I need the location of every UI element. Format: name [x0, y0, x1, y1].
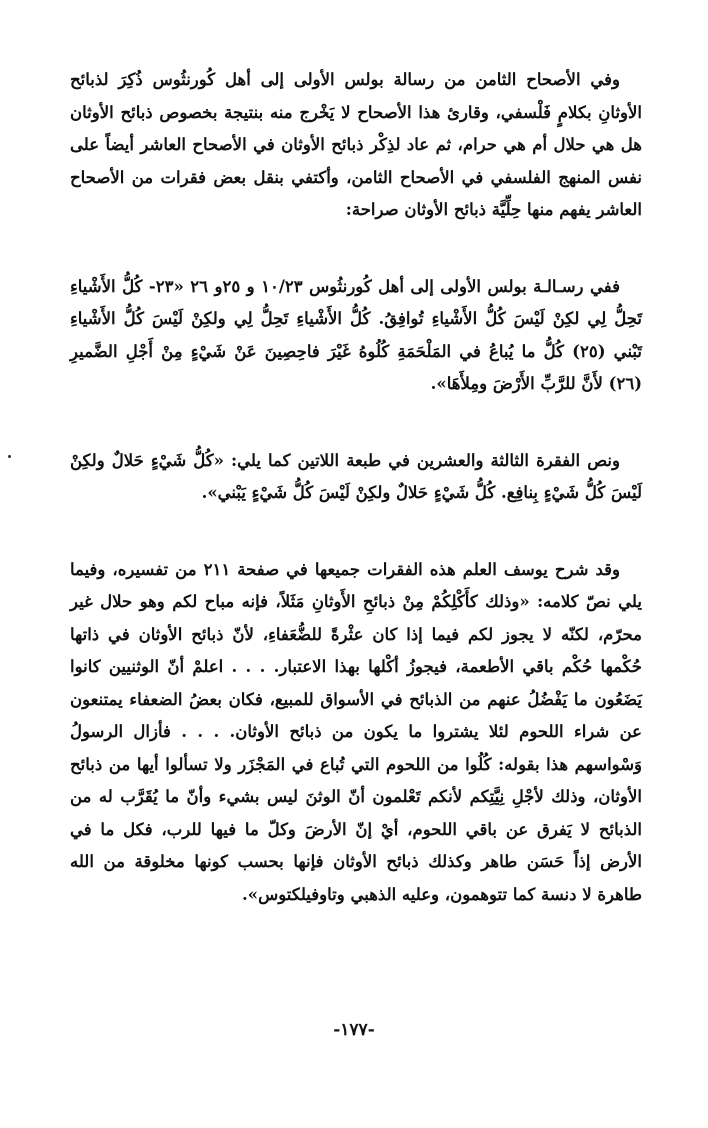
page-number: -١٧٧-	[333, 1020, 375, 1040]
paragraph-intro: وفي الأصحاح الثامن من رسالة بولس الأولى إلى أهل كُورنثُوس ذُكِرَ لذبائح الأوثانِ بكلامٍ فَلْسفي، وقارئ هذا الأصحاح لا يَخْرج منه بنتيجة بخصوص ذبائح الأوثان هل هي حلال أم هي حرام، ثم عاد لذِكْر ذبائح الأوثان في الأصحاح العاشر أيضاً على نفس المنهج الفلسفي في الأصحاح الثامن، وأكتفي بنقل بعض فقرات من الأصحاح العاشر يفهم منها حِلِّيَّة ذبائح الأوثان صراحة:	[70, 70, 642, 219]
paragraph-quote-corinthians: ففي رسـالـة بولس الأولى إلى أهل كُورنثُوس ١٠/٢٣ و ٢٥و ٢٦ «٢٣- كُلُّ الأَشْياءِ تَحِلُّ لِي لكِنْ لَيْسَ كُلُّ الأَشْياءِ تُوافِقُ. كُلُّ الأَشْياءِ تَحِلُّ لِي ولكِنْ لَيْسَ كُلُّ الأَشْياءِ تَبْني (٢٥) كُلُّ ما يُباعُ في المَلْحَمَةِ كُلُوهُ غَيْرَ فاحِصِينَ عَنْ شَيْءٍ مِنْ أَجْلِ الضَّميرِ (٢٦) لأَنَّ للرَّبِّ الأَرْضَ ومِلأَهَا».	[70, 276, 642, 393]
paragraph-latin-edition: ونص الفقرة الثالثة والعشرين في طبعة اللاتين كما يلي: «كُلُّ شَيْءٍ حَلالٌ ولكِنْ لَيْسَ كُلُّ شَيْءٍ بِنافِع. كُلُّ شَيْءٍ حَلالٌ ولكِنْ لَيْسَ كُلُّ شَيْءٍ يَبْني».	[70, 450, 642, 502]
scan-speck	[8, 455, 11, 458]
page-body	[70, 64, 642, 911]
paragraph-commentary: وقد شرح يوسف العلم هذه الفقرات جميعها في صفحة ٢١١ من تفسيره، وفيما يلي نصّ كلامه: «وذلك كأَكْلِكُمْ مِنْ ذبائحِ الأَوثانِ مَثَلاً، فإنه مباح لكم وهو حلال غير محرّم، لكنّه لا يجوز لكم فيما إذا كان عثْرةً للضُّعَفاءِ، لأنّ ذبائح الأوثان في ذاتها حُكْمها حُكْم باقي الأطعمة، فيجوزُ أكْلها بهذا الاعتبار. . . . اعلمْ أنّ الوثنيين كانوا يَضَعُون ما يَفْضُلُ عنهم من الذبائح في الأسواق للمبيع، فكان بعضُ الضعفاء يمتنعون عن شراء اللحوم لئلا يشتروا ما يكون من ذبائح الأوثان. . . . فأزال الرسولُ وَسْواسهم هذا بقوله: كُلُوا من اللحوم التي تُباع في المَجْزَر ولا تسألوا أيها من ذبائح الأوثان، وذلك لأجْلِ نِيَّتِكم لأنكم تَعْلمون أنّ الوثنَ ليس بشيء وأنّ ما يُقَرَّب له من الذبائح لا يَفرق عن باقي اللحوم، أيْ إنّ الأرضَ وكلّ ما فيها للرب، فكل ما في الأرض إذاً حَسَن طاهر وكذلك ذبائح الأوثان فإنها بحسب كونها مخلوقة من الله طاهرة لا دنسة كما تتوهمون، وعليه الذهبي وتاوفيلكتوس».	[70, 559, 642, 904]
